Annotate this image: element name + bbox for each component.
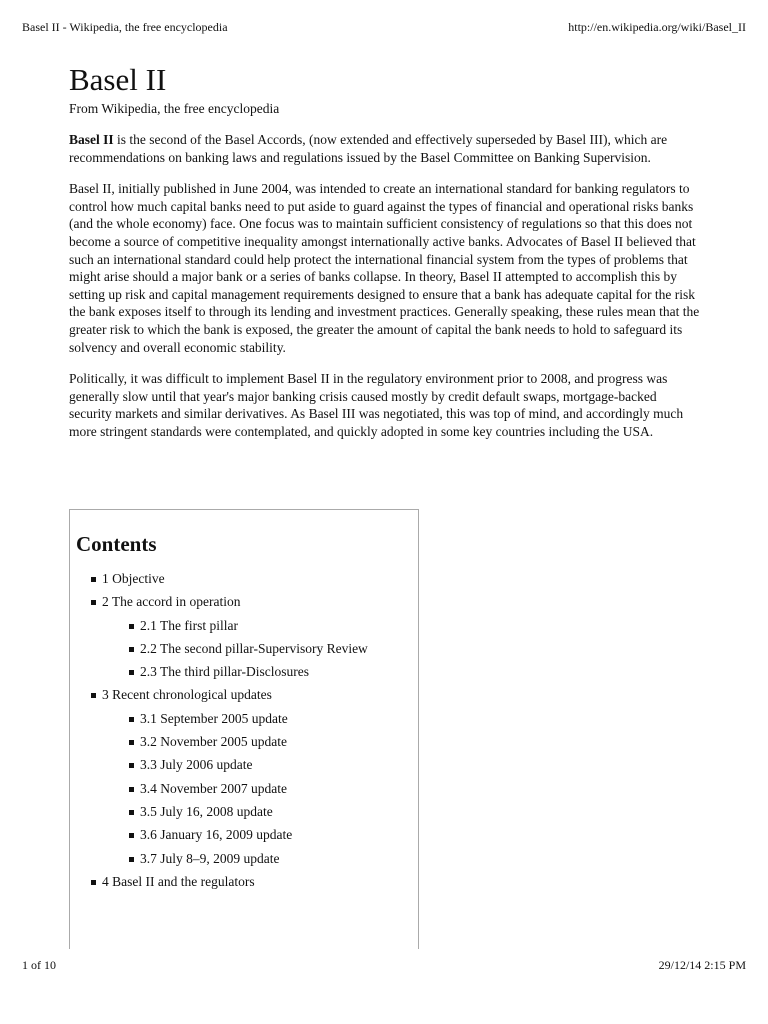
- toc-item-label[interactable]: 1 Objective: [102, 571, 165, 586]
- toc-item-label[interactable]: 3.5 July 16, 2008 update: [140, 803, 273, 819]
- toc-item-label[interactable]: 3.6 January 16, 2009 update: [140, 827, 293, 843]
- toc-list: [70, 570, 418, 890]
- bullet-icon: [91, 577, 96, 582]
- toc-item-label[interactable]: 4 Basel II and the regulators: [102, 873, 255, 889]
- toc-subitem[interactable]: [140, 826, 418, 843]
- print-header-title: Basel II - Wikipedia, the free encyclopedia: [22, 20, 228, 34]
- bullet-icon: [129, 647, 134, 652]
- page-title: Basel II: [69, 62, 167, 97]
- bullet-icon: [91, 880, 96, 885]
- toc-item-label[interactable]: 2.1 The first pillar: [140, 617, 238, 633]
- toc-title: Contents: [76, 532, 157, 556]
- toc-item-label[interactable]: 3.4 November 2007 update: [140, 780, 287, 796]
- toc-item-label[interactable]: 3.2 November 2005 update: [140, 734, 287, 750]
- toc-item-label[interactable]: 3.1 September 2005 update: [140, 710, 288, 726]
- bullet-icon: [129, 670, 134, 675]
- toc-item-label[interactable]: 3.3 July 2006 update: [140, 757, 253, 773]
- intro-bold-term: Basel II: [69, 132, 114, 147]
- table-of-contents: [69, 509, 419, 949]
- print-header-url[interactable]: http://en.wikipedia.org/wiki/Basel_II: [568, 20, 746, 34]
- toc-item-label[interactable]: 3 Recent chronological updates: [102, 687, 272, 703]
- toc-item-label[interactable]: 3.7 July 8–9, 2009 update: [140, 850, 280, 866]
- bullet-icon: [91, 693, 96, 698]
- print-footer-datetime: 29/12/14 2:15 PM: [658, 958, 746, 972]
- toc-subitem[interactable]: [140, 710, 418, 727]
- page-subtitle: From Wikipedia, the free encyclopedia: [69, 101, 280, 116]
- toc-item[interactable]: [102, 686, 418, 866]
- toc-item[interactable]: [102, 593, 418, 680]
- bullet-icon: [129, 763, 134, 768]
- article-body: [69, 60, 701, 455]
- toc-sublist: [102, 617, 418, 681]
- intro-paragraph: [69, 131, 701, 166]
- toc-item[interactable]: [102, 570, 418, 587]
- bullet-icon: [129, 740, 134, 745]
- paragraph-3: Politically, it was difficult to implement Basel II in the regulatory environment prior to 2008, and progress was generally slow until that year's major banking crisis caused mostly by credit default swaps, mortgage-backed security markets and similar derivatives. As Basel III was negotiated, this was top of mind, and accordingly much more stringent standards were contemplated, and quickly adopted in some key countries including the USA.: [69, 371, 684, 439]
- bullet-icon: [129, 717, 134, 722]
- print-footer-page: 1 of 10: [22, 958, 56, 972]
- paragraph-2: Basel II, initially published in June 2004, was intended to create an international standard for banking regulators to control how much capital banks need to put aside to guard against the types of financial and operational risks banks (and the whole economy) face. One focus was to maintain sufficient consistency of regulations so that this does not become a source of competitive inequality amongst internationally active banks. Advocates of Basel II believed that such an international standard could help protect the international financial system from the types of problems that might arise should a major bank or a series of banks collapse. In theory, Basel II attempted to accomplish this by setting up risk and capital management requirements designed to ensure that a bank has adequate capital for the risk the bank exposes itself to through its lending and investment practices. Generally speaking, these rules mean that the greater risk to which the bank is exposed, the greater the amount of capital the bank needs to hold to safeguard its solvency and overall economic stability.: [69, 181, 700, 355]
- bullet-icon: [129, 833, 134, 838]
- toc-subitem[interactable]: [140, 617, 418, 634]
- toc-subitem[interactable]: [140, 850, 418, 867]
- bullet-icon: [129, 624, 134, 629]
- bullet-icon: [91, 600, 96, 605]
- toc-item[interactable]: [102, 873, 418, 890]
- toc-item-label[interactable]: 2.3 The third pillar-Disclosures: [140, 664, 309, 680]
- toc-subitem[interactable]: [140, 733, 418, 750]
- bullet-icon: [129, 810, 134, 815]
- toc-subitem[interactable]: [140, 803, 418, 820]
- bullet-icon: [129, 787, 134, 792]
- toc-subitem[interactable]: [140, 780, 418, 797]
- intro-text: is the second of the Basel Accords, (now extended and effectively superseded by Basel III), which are recommendations on banking laws and regulations issued by the Basel Committee on Banking Supervision.: [69, 132, 668, 165]
- bullet-icon: [129, 857, 134, 862]
- toc-subitem[interactable]: [140, 640, 418, 657]
- toc-item-label[interactable]: 2.2 The second pillar-Supervisory Review: [140, 640, 368, 656]
- toc-sublist: [102, 710, 418, 867]
- toc-subitem[interactable]: [140, 756, 418, 773]
- toc-item-label[interactable]: 2 The accord in operation: [102, 594, 241, 610]
- toc-subitem[interactable]: [140, 663, 418, 680]
